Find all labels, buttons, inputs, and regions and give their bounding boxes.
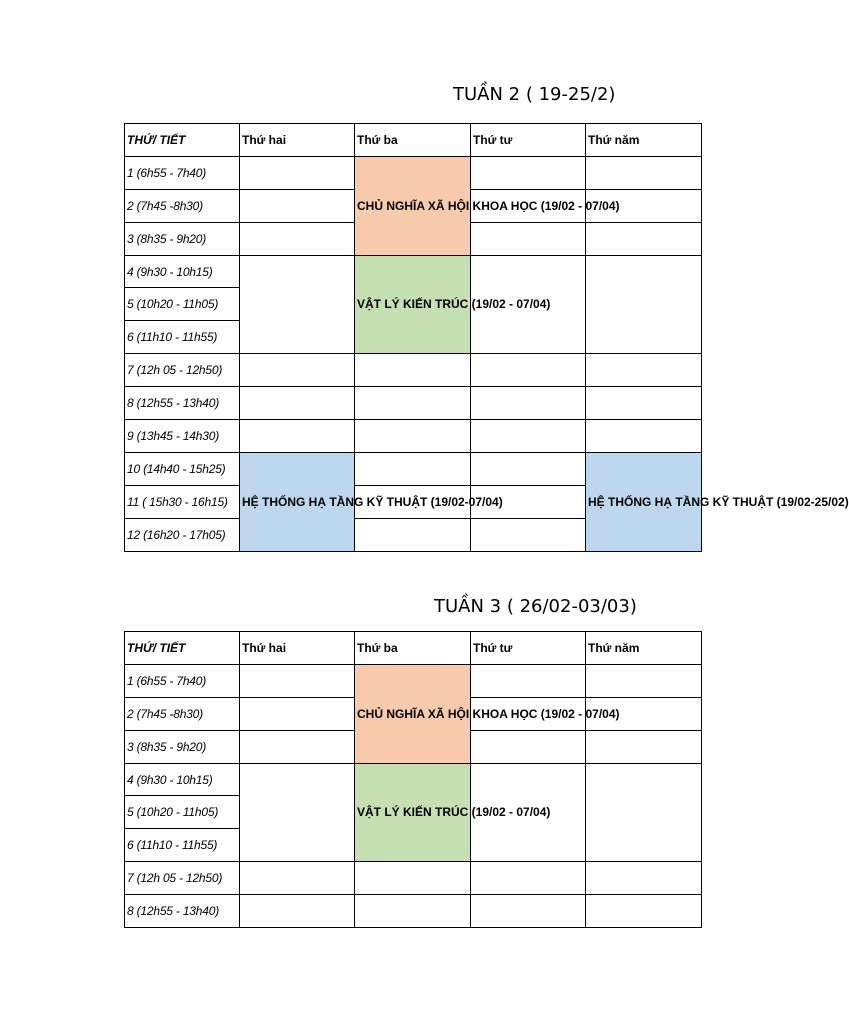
course-htht-monday: HỆ THỐNG HẠ TẦNG KỸ THUẬT (19/02-07/04) — [240, 452, 355, 551]
empty-cell — [471, 354, 586, 387]
header-row — [125, 632, 702, 665]
empty-cell — [355, 387, 471, 420]
week-2-timetable — [124, 123, 849, 552]
empty-cell — [355, 862, 471, 895]
course-htht-thursday: HỆ THỐNG HẠ TẦNG KỸ THUẬT (19/02-25/02) — [586, 452, 702, 551]
empty-cell — [471, 518, 586, 551]
empty-cell — [240, 387, 355, 420]
period-label: 8 (12h55 - 13h40) — [125, 387, 240, 420]
empty-cell — [586, 222, 702, 255]
empty-cell — [240, 354, 355, 387]
week-3-title: TUẦN 3 ( 26/02-03/03) — [434, 596, 637, 617]
empty-cell — [240, 895, 355, 928]
empty-cell — [355, 518, 471, 551]
empty-cell — [240, 763, 355, 862]
empty-cell — [240, 156, 355, 189]
period-label: 3 (8h35 - 9h20) — [125, 730, 240, 763]
empty-cell — [586, 387, 702, 420]
week-2-title: TUẦN 2 ( 19-25/2) — [453, 84, 616, 105]
period-label: 7 (12h 05 - 12h50) — [125, 862, 240, 895]
table-row — [125, 895, 702, 928]
period-label: 8 (12h55 - 13h40) — [125, 895, 240, 928]
course-vlkt: VẬT LÝ KIẾN TRÚC (19/02 - 07/04) — [355, 255, 471, 354]
empty-cell — [240, 420, 355, 453]
period-label: 5 (10h20 - 11h05) — [125, 796, 240, 829]
empty-cell — [586, 664, 702, 697]
header-period: THỨ/ TIẾT — [125, 632, 240, 665]
empty-cell — [471, 420, 586, 453]
empty-cell — [471, 387, 586, 420]
period-label: 12 (16h20 - 17h05) — [125, 518, 240, 551]
header-monday: Thứ hai — [240, 124, 355, 157]
period-label: 6 (11h10 - 11h55) — [125, 321, 240, 354]
empty-cell — [471, 862, 586, 895]
period-label: 3 (8h35 - 9h20) — [125, 222, 240, 255]
table-row — [125, 664, 702, 697]
period-label: 4 (9h30 - 10h15) — [125, 255, 240, 288]
empty-cell — [355, 420, 471, 453]
header-tuesday: Thứ ba — [355, 124, 471, 157]
table-row — [125, 420, 702, 453]
table-row — [125, 862, 702, 895]
empty-cell — [471, 895, 586, 928]
period-label: 2 (7h45 -8h30) — [125, 697, 240, 730]
table-row — [125, 354, 702, 387]
table-row — [125, 255, 702, 288]
empty-cell — [471, 664, 586, 697]
empty-cell — [586, 156, 702, 189]
empty-cell — [471, 730, 586, 763]
period-label: 5 (10h20 - 11h05) — [125, 288, 240, 321]
empty-cell — [586, 255, 702, 354]
header-tuesday: Thứ ba — [355, 632, 471, 665]
empty-cell — [471, 452, 586, 485]
header-thursday: Thứ năm — [586, 632, 702, 665]
header-monday: Thứ hai — [240, 632, 355, 665]
period-label: 2 (7h45 -8h30) — [125, 189, 240, 222]
empty-cell — [586, 862, 702, 895]
empty-cell — [586, 763, 702, 862]
empty-cell — [586, 420, 702, 453]
empty-cell — [471, 222, 586, 255]
period-label: 1 (6h55 - 7h40) — [125, 156, 240, 189]
period-label: 10 (14h40 - 15h25) — [125, 452, 240, 485]
empty-cell — [471, 156, 586, 189]
table-row — [125, 156, 702, 189]
empty-cell — [240, 697, 355, 730]
table-row — [125, 452, 702, 485]
week-3-timetable — [124, 631, 702, 928]
table-row — [125, 387, 702, 420]
empty-cell — [586, 354, 702, 387]
empty-cell — [355, 452, 471, 485]
header-row — [125, 124, 702, 157]
period-label: 7 (12h 05 - 12h50) — [125, 354, 240, 387]
empty-cell — [355, 895, 471, 928]
empty-cell — [240, 255, 355, 354]
header-wednesday: Thứ tư — [471, 124, 586, 157]
empty-cell — [240, 222, 355, 255]
table-row — [125, 763, 702, 796]
course-cnxh: CHỦ NGHĨA XÃ HỘI KHOA HỌC (19/02 - 07/04) — [355, 664, 471, 763]
empty-cell — [586, 895, 702, 928]
header-period: THỨ/ TIẾT — [125, 124, 240, 157]
empty-cell — [240, 664, 355, 697]
course-cnxh: CHỦ NGHĨA XÃ HỘI KHOA HỌC (19/02 - 07/04) — [355, 156, 471, 255]
period-label: 11 ( 15h30 - 16h15) — [125, 485, 240, 518]
empty-cell — [240, 862, 355, 895]
period-label: 9 (13h45 - 14h30) — [125, 420, 240, 453]
header-thursday: Thứ năm — [586, 124, 702, 157]
course-vlkt: VẬT LÝ KIẾN TRÚC (19/02 - 07/04) — [355, 763, 471, 862]
period-label: 4 (9h30 - 10h15) — [125, 763, 240, 796]
empty-cell — [240, 189, 355, 222]
period-label: 6 (11h10 - 11h55) — [125, 829, 240, 862]
empty-cell — [355, 354, 471, 387]
empty-cell — [586, 730, 702, 763]
header-wednesday: Thứ tư — [471, 632, 586, 665]
period-label: 1 (6h55 - 7h40) — [125, 664, 240, 697]
empty-cell — [240, 730, 355, 763]
